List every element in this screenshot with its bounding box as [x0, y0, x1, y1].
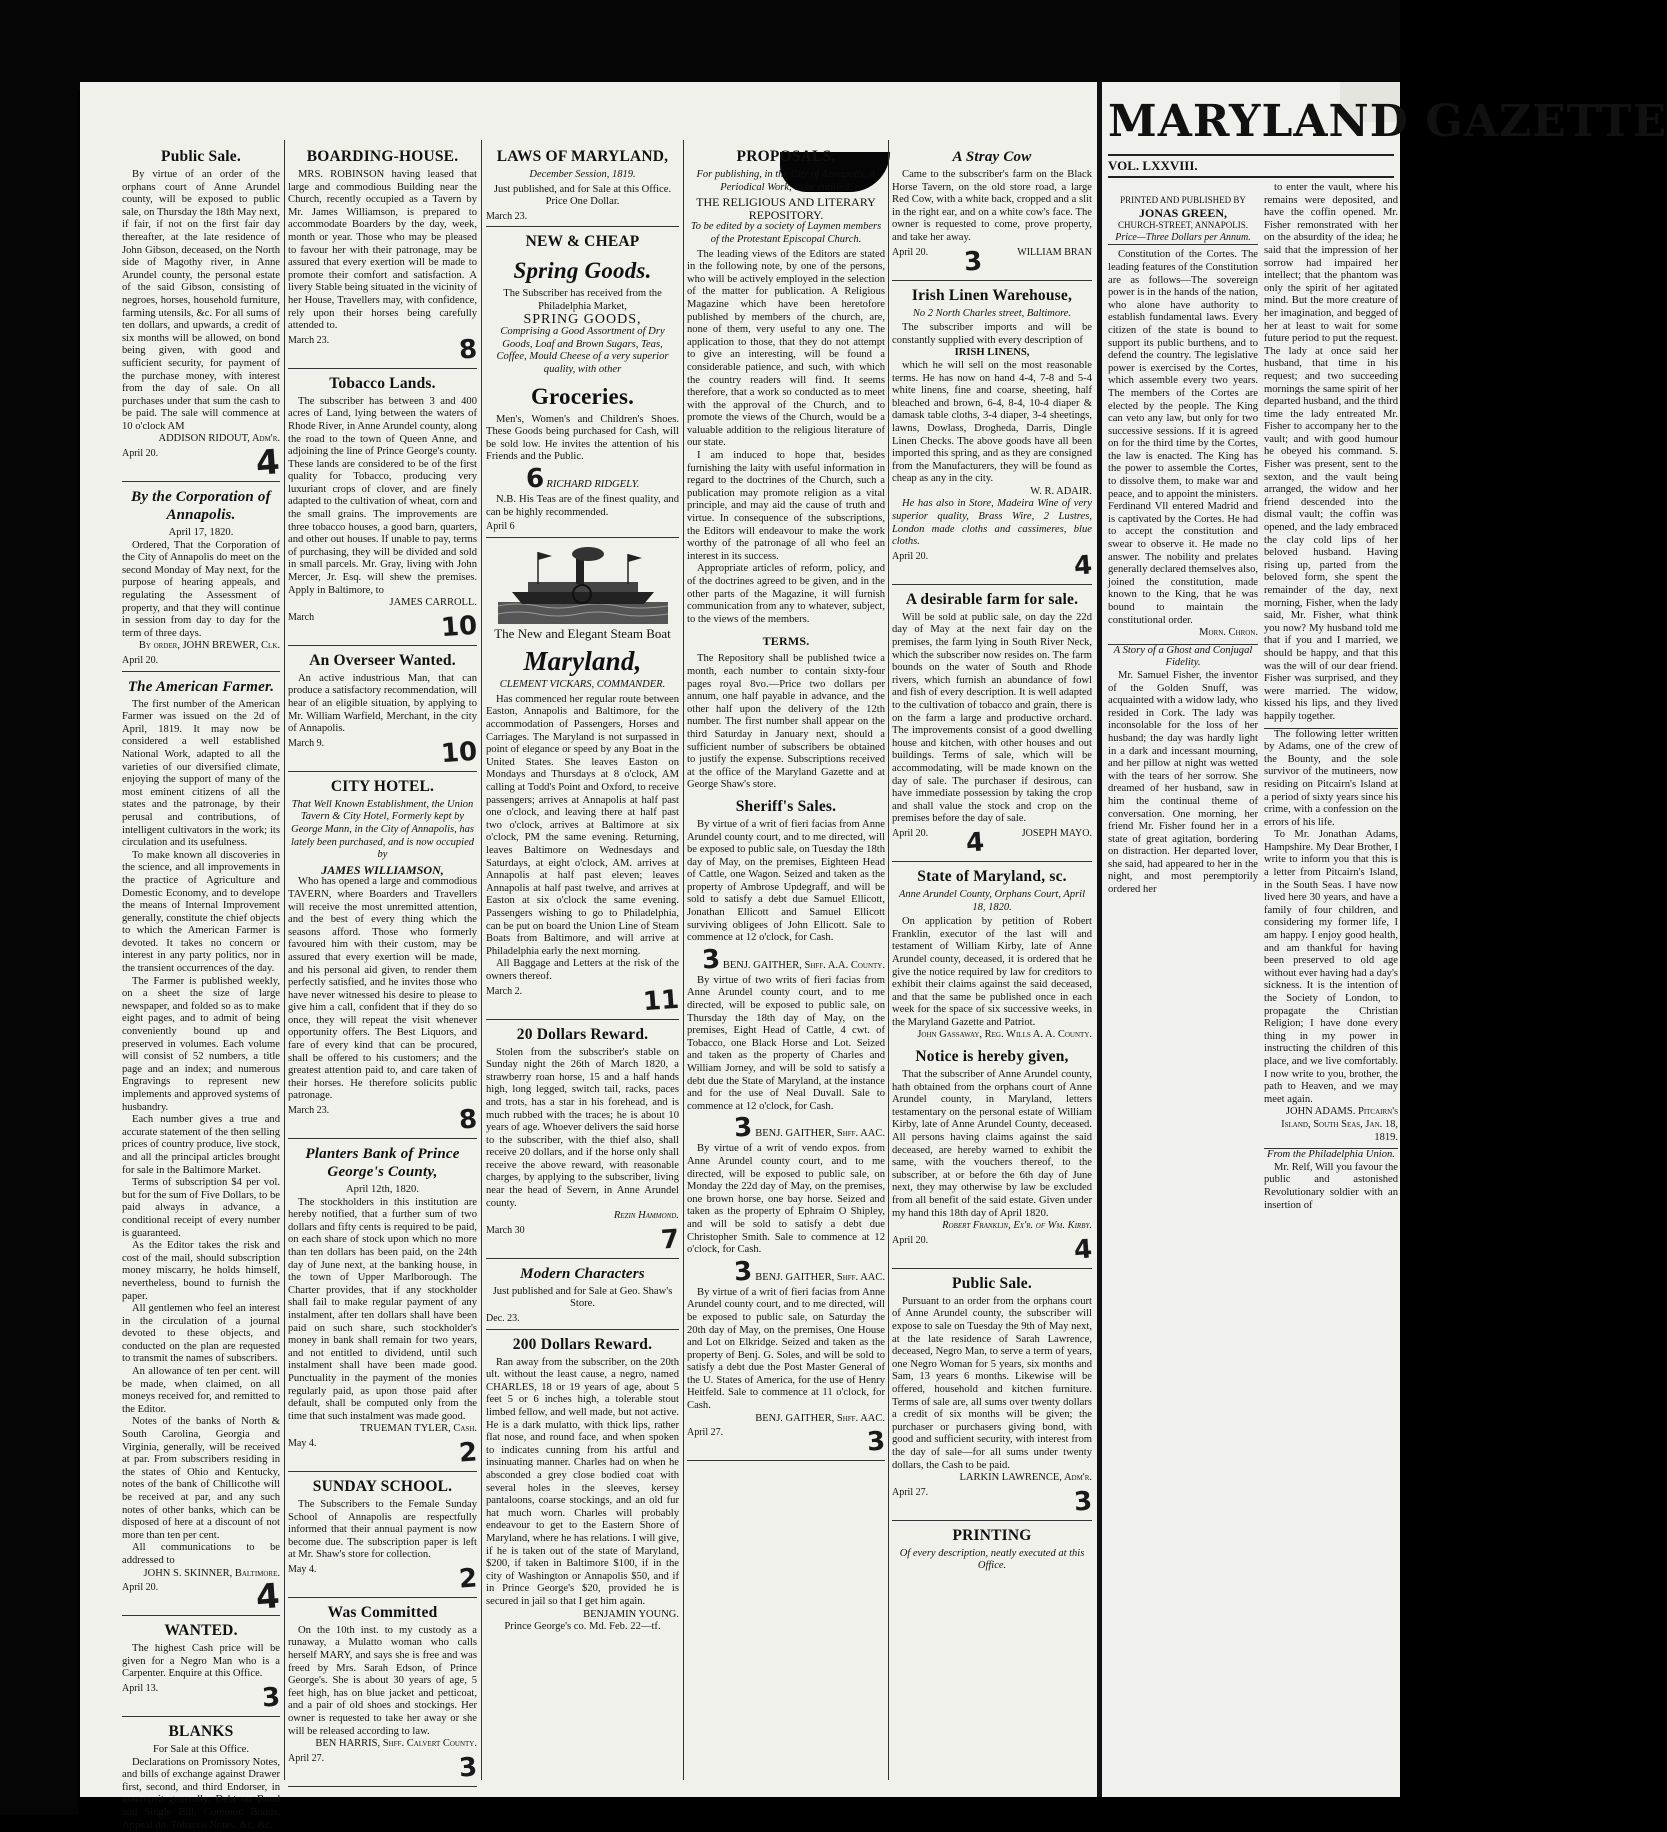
handwritten-mark: 4 — [1072, 1234, 1094, 1266]
philadelphia-union-heading: From the Philadelphia Union. — [1264, 1148, 1398, 1162]
laws-text: Just published, and for Sale at this Office. Price One Dollar. — [493, 183, 672, 208]
handwritten-mark: 3 — [733, 1112, 754, 1144]
irish-linen-text-2: which he will sell on the most reasonable terms. He has now on hand 4-4, 7-8 and 5-4 white linens, fine and coarse, sheeting, half bleached and brown, 6-4, 8-4, 10-4 diaper & damask table cloths, 3-4 diaper, 3-4 sheetings, lawns, Dowlass, Drogheda, Darris, Dingle Linen Checks. The above goods have all been imported this spring, and as they are consigned from the Manufacturers, they will be found as cheap as any in the city. — [892, 359, 1092, 485]
handwritten-mark: 8 — [457, 334, 479, 366]
printed-by-label: PRINTED AND PUBLISHED BY — [1120, 195, 1246, 205]
column-rule — [683, 140, 684, 1780]
philadelphia-union-text: Mr. Relf, Will you favour the public and astonished Revolutionary soldier with an insertion of — [1264, 1161, 1398, 1211]
spring-goods-items: Comprising a Good Assortment of Dry Goods, Loaf and Brown Sugars, Teas, Coffee, Mould Cheese of a very superior quality, with other — [496, 326, 669, 375]
proposals-text-3: Appropriate articles of reform, policy, and of the doctrines agreed to be given, and in the other parts of the Magazine, it will furnish communication from any to whatever, subject, to the views of the members. — [687, 563, 885, 625]
ghost-story-continued: to enter the vault, where his remains were deposited, and have the coffin opened. Mr. Fisher remonstrated with her on the absurdity of the idea; he said that the impression of her sorrow had impaired her intellect; that the phantom was only the spirit of her agitated mind. But the more creature of her imagination, and begged of her at least to wait for some future period to put the request. The lady at once said her husband, that time in his request; and two succeeding mornings the same spirit of her departed husband, and the third time the lady entreated Mr. Fisher to accompany her to the vault; and with good humour he obeyed his command. S. Fisher was present, sent to the sexton, and the vault being arranged, the widow and her friend descended into the dismal vault; the coffin was opened, and the lady embraced the clay cold lips of her beloved husband. Having rising up, parted from the beloved form, she spent the remainder of the day, next morning, Fisher, when the lady said, Mr. Fisher, what think you now? My husband told me that if you and I married, we should be happy, and that this was the will of our dear friend. Fisher was surprised, and they were married. The widow, kissed his lips, and they lived happily together. — [1264, 182, 1398, 722]
column-2 — [288, 142, 477, 1792]
handwritten-mark: 8 — [457, 1104, 479, 1136]
publisher-street: CHURCH-STREET, ANNAPOLIS. — [1117, 220, 1249, 231]
city-hotel-proprietor: JAMES WILLIAMSON, — [321, 862, 444, 877]
sunday-school-heading: SUNDAY SCHOOL. — [312, 1477, 453, 1495]
state-of-maryland-signature: John Gassaway, Reg. Wills A. A. County. — [917, 1029, 1092, 1041]
column-1 — [122, 142, 282, 1831]
stray-dateline: April 20. 3 WILLIAM BRAN — [892, 247, 1092, 281]
adams-letter-intro: The following letter written by Adams, one of the crew of the Bounty, and the sole survivor of the mutineers, now residing on Pitcairn's Island at a period of sixty years since his crime, with a confession on the errors of his life. — [1264, 728, 1398, 828]
stray-cow-heading: A Stray Cow — [952, 149, 1032, 165]
proposals-text-2: I am induced to hope that, besides furnishing the laity with useful information in regard to the doctrines of the Church, such a publication may promote religion as a vital principle, and may aid the cause of truth and virtue. In consequence of the subscriptions, the Editors will endeavour to make the work worthy of the patronage of all who feel an interest in its success. — [687, 450, 885, 562]
corporation-signature: By order, JOHN BREWER, Clk. — [138, 640, 280, 652]
irish-linens-label: IRISH LINENS, — [954, 347, 1030, 359]
ghost-story-heading: A Story of a Ghost and Conjugal Fidelity. — [1108, 644, 1258, 670]
tobacco-signature: JAMES CARROLL. — [389, 597, 477, 609]
committed-signature: BEN HARRIS, Shff. Calvert County. — [315, 1738, 477, 1750]
scan-background-left — [0, 0, 78, 1815]
city-hotel-heading: CITY HOTEL. — [330, 777, 435, 795]
groceries-dateline: April 6 — [486, 521, 679, 538]
state-of-maryland-sub: Anne Arundel County, Orphans Court, April 18, 1820. — [899, 888, 1085, 913]
public-sale-heading: Public Sale. — [161, 148, 241, 165]
proposals-repository-name: THE RELIGIOUS AND LITERARY REPOSITORY. — [696, 195, 876, 222]
reward-20-dateline: March 30 7 — [486, 1225, 679, 1259]
notice-signature: Robert Franklin, Ex'r. of Wm. Kirby. — [942, 1220, 1092, 1232]
city-hotel-text: Who has opened a large and commodious TAVERN, where Boarders and Travellers will receive the most unremitted attention, and the best of every thing which the seasons afford. Those who formerly favoured him with their custom, may be assured that every exertion will be made, and his personal aid given, to render them perfectly satisfied, and he invites those who have never witnessed his desire to please to give him a call, confident that if they do so once, they will repeat the visit whenever opportunity offers. The Best Liquors, and fare of every kind that can be procured, shall be offered to his customers; and the greatest attention paid to, and care taken of their horses. He therefore solicits public patronage. — [288, 876, 477, 1102]
state-of-maryland-heading: State of Maryland, sc. — [917, 867, 1067, 885]
terms-heading: TERMS. — [762, 634, 810, 649]
planters-bank-heading: Planters Bank of Prince George's County, — [305, 1146, 460, 1181]
reward-200-dateline: Prince George's co. Md. Feb. 22—tf. — [504, 1621, 661, 1633]
handwritten-mark: 2 — [457, 1563, 479, 1595]
public-sale-dateline: April 20. 4 — [122, 442, 282, 484]
farmer-text-7: All gentlemen who feel an interest in the circulation of a journal devoted to these objects, and conducted on the plan are requested to transmit the names of subscribers. — [122, 1303, 280, 1365]
city-hotel-dateline: March 23. 8 — [288, 1105, 477, 1139]
sunday-school-text: The Subscribers to the Female Sunday School of Annapolis are respectfully informed that their annual payment is now become due. The subscription paper is left at Mr. Shaw's store for collection. — [288, 1498, 477, 1561]
farmer-text-6: As the Editor takes the risk and cost of the mail, should subscription money miscarry, he holds himself, nevertheless, bound to furnish the paper. — [122, 1240, 280, 1302]
publisher-name: JONAS GREEN, — [1138, 205, 1227, 220]
sheriff-dateline: April 27. 3 — [687, 1427, 885, 1461]
reward-200-text: Ran away from the subscriber, on the 20th ult. without the least cause, a negro, named CHARLES, 18 or 19 years of age, about 5 feet 5 or 6 inches high, a tolerable stout limbed fellow, and well made, but not active. He is a dark mulatto, with thick lips, rather flat nose, and round face, and when spoken to indicates cunning from his artful and insinuating manner. Charles had on when he absconded a grey close bodied coat with several holes in the sleeves, kersey pantaloons, coarse stockings, and an old fur hat much worn. Charles will probably endeavour to get to the Eastern Shore of Maryland, where he has relations. I will give, if he is taken out of the state of Maryland, $200, if taken in Baltimore $100, if in the city of Washington or Annapolis $50, and if in Prince George's $20, provided he is secured in jail so that I get him again. — [486, 1356, 679, 1607]
notice-heading: Notice is hereby given, — [915, 1048, 1069, 1066]
planters-dateline: May 4. 2 — [288, 1438, 477, 1472]
printing-text: Of every description, neatly executed at this Office. — [899, 1547, 1085, 1572]
wanted-heading: WANTED. — [164, 1622, 238, 1640]
steamboat-commander: CLEMENT VICKARS, COMMANDER. — [499, 679, 666, 691]
handwritten-mark: 3 — [865, 1426, 887, 1458]
sheriff-sale-text-2: By virtue of two writs of fieri facias from Anne Arundel county court, and to me directed, will be exposed to public sale, on Thursday the 18th day of May, on the premises, Eight Head of Cattle, 4 cwt. of Tobacco, one Black Horse and Lot. Seized and taken as the property of Charles and William Jorney, and will be sold to satisfy a debt due the State of Maryland, at the instance and for the use of Neal Duvall. Sale to commence at 12 o'clock, for Cash. — [687, 974, 885, 1112]
spring-goods-label: SPRING GOODS, — [523, 311, 642, 327]
farmer-text-10: All communications to be addressed to — [122, 1542, 280, 1566]
farmer-signature: JOHN S. SKINNER, Baltimore. — [143, 1567, 280, 1579]
handwritten-mark: 3 — [701, 944, 722, 976]
public-sale-2-dateline: April 27. 3 — [892, 1487, 1092, 1521]
steamboat-dateline: March 2. 11 — [486, 986, 679, 1020]
overseer-heading: An Overseer Wanted. — [309, 651, 456, 669]
farmer-text-5: Terms of subscription $4 per vol. but for the sum of Five Dollars, to be paid always in advance, a conditional receipt of every number is guaranteed. — [122, 1177, 280, 1239]
irish-dateline: April 20. 4 — [892, 551, 1092, 585]
planters-bank-text: The stockholders in this institution are hereby notified, that a further sum of two dollars and fifty cents is required to be paid, on each share of stock upon which no more than ten dollars has been paid, on the 24th day of June next, at the banking house, in the town of Upper Marlborough. The Charter provides, that if any stockholder shall fail to make regular payment of any instalment, after ten dollars shall have been paid on such share, such stockholder's money in bank shall remain for two years, and not entitled to dividend, until such instalment shall have been made good. Punctuality in the payment of the monies regularly paid, as upon those paid after default, shall be computed only from the time that such instalment was made good. — [288, 1196, 477, 1422]
adams-letter-text: To Mr. Jonathan Adams, Hampshire. My Dear Brother, I write to inform you that this is a letter from Pitcairn's Island, in the South Seas. I have now lived here 30 years, and have a family of four children, and considering my former life, I am happy. I enjoy good health, and am thankful for having been preserved to old age without ever having had a day's sickness. It is the intention of the Society of London, to propagate the Christian Religion; I have done every thing in my power in instructing the children of this place, and we live comfortably. I now write to you, brother, the path to Heaven, and we may meet again. — [1264, 829, 1398, 1105]
right-column-b — [1264, 182, 1398, 1782]
proposals-subheading: For publishing, in the City of Annapolis, A Periodical Work, to be entitled, — [696, 169, 876, 193]
reward-20-heading: 20 Dollars Reward. — [516, 1025, 649, 1043]
handwritten-mark: 4 — [254, 442, 282, 484]
handwritten-mark: 4 — [254, 1576, 282, 1618]
irish-linen-also: He has also in Store, Madeira Wine of very superior quality, Brass Wire, 2 Lustres, London made cloths and cassimeres, blue cloths. — [892, 498, 1092, 548]
printing-heading: PRINTING — [952, 1526, 1032, 1544]
public-sale-2-text: Pursuant to an order from the orphans court of Anne Arundel county, the subscriber will expose to sale on Tuesday the 9th of May next, at the late residence of Sarah Lawrence, deceased, Negro Man, to serve a term of years, one Negro Woman for 5 years, six months and Sam, 13 years 6 months. Likewise will be offered, household and kitchen furniture. Terms of sale are, all sums over twenty dollars a credit of six months will be given; the purchaser or purchasers giving bond, with good and sufficient security, with interest from the day of sale—for all sums under twenty dollars, the Cash to be paid. — [892, 1295, 1092, 1471]
handwritten-mark: 3 — [962, 245, 983, 278]
farmer-text-8: An allowance of ten per cent. will be made, when claimed, on all moneys received for, and remitted to the Editor. — [122, 1366, 280, 1415]
desirable-farm-text: Will be sold at public sale, on day the 22d day of May at the next fair day on the premises, the farm lying in South River Neck, which the subscriber now resides on. The farm bounds on the water of South and Rhode rivers, which furnish an abundance of fowl and fish of every description. It is well adapted to the cultivation of tobacco and grain, there is on the farm a large and productive orchard. The improvements consist of a good dwelling house and kitchen, with other houses and out buildings. Terms of sale, which will be accommodating, will be made known on the day of sale. The purchaser if desirous, can have immediate possession by taking the crop and shall value the stock and crop on the premises before the day of sale. — [892, 611, 1092, 825]
planters-signature: TRUEMAN TYLER, Cash. — [359, 1423, 477, 1435]
laws-dateline: March 23. — [486, 211, 679, 228]
terms-text: The Repository shall be published twice a month, each number to contain sixty-four pages royal 8vo.—Price two dollars per annum, one half payable in advance, and the other half upon the delivery of the 12th number. The first number shall appear on the third Saturday in January next, should a sufficient number of subscribers be obtained to justify the expense. Subscriptions received at the office of the Maryland Gazette and at George Shaw's store. — [687, 653, 885, 791]
notice-text: That the subscriber of Anne Arundel county, hath obtained from the orphans court of Anne Arundel county, in Maryland, letters testamentary on the personal estate of William Kirby, late of Anne Arundel County, deceased. All persons having claims against the said deceased, are hereby warned to exhibit the same, with the vouchers thereof, to the subscriber, at or before the 6th day of June next, they may otherwise by law be excluded from all benefit of the said estate. Given under my hand this 18th day of April 1820. — [892, 1069, 1092, 1219]
modern-characters-text: Just published and for Sale at Geo. Shaw's Store. — [492, 1285, 673, 1310]
spring-goods-intro: The Subscriber has received from the Philadelphia Market, — [503, 288, 662, 312]
modern-dateline: Dec. 23. — [486, 1313, 679, 1330]
boarding-dateline: March 23. 8 — [288, 335, 477, 369]
newspaper-page-right — [1102, 82, 1667, 1797]
handwritten-mark: 10 — [439, 610, 479, 644]
boarding-house-text: MRS. ROBINSON having leased that large and commodious Building near the Church, recently occupied as a Tavern by Mr. James Williamson, is prepared to accommodate Boarders by the day, week, month or year. Those who may be pleased to favour her with their patronage, may be assured that every exertion will be made to promote their comfort and satisfaction. A livery Stable being situated in the vicinity of her House, Travellers may, with confidence, rely upon their horses being carefully attended to. — [288, 169, 477, 332]
wanted-dateline: April 13. 3 — [122, 1683, 280, 1717]
laws-heading: LAWS OF MARYLAND, — [496, 148, 669, 165]
corporation-dateline: April 20. — [122, 655, 280, 672]
ghost-story-text: Mr. Samuel Fisher, the inventor of the Golden Snuff, was acquainted with a widow lady, who resided in Cork. The lady was inconsolable for the loss of her husband; the day was hardly light in a dark and incessant mourning, and her pillow at night was wetted with the tears of her sorrow. She dreamed of her husband, saw in him the continual theme of conversation. One morning, her friend Mr. Fisher found her in a state of great agitation, bordering on distraction. Her departed lover, she said, had appeared to her in the night, and most peremptorily ordered her — [1108, 669, 1258, 896]
farmer-dateline: April 20. 4 — [122, 1576, 282, 1618]
column-4 — [687, 142, 885, 1792]
committed-heading: Was Committed — [327, 1603, 438, 1621]
spring-goods-heading: Spring Goods. — [513, 258, 652, 284]
right-column-a — [1108, 194, 1258, 1794]
groceries-signature-line: 6 RICHARD RIDGELY. — [524, 463, 640, 495]
handwritten-mark: 2 — [457, 1437, 479, 1469]
sunday-dateline: May 4. 2 — [288, 1564, 477, 1598]
farmer-text-9: Notes of the banks of North & South Carolina, Georgia and Virginia, generally, will be received at par. From subscribers residing in the states of Ohio and Kentucky, notes of the bank of Chillicothe will be received at par, and any such notes of other banks, which can be disposed of here at a discount of not more than ten per cent. — [122, 1416, 280, 1541]
american-farmer-heading: The American Farmer. — [127, 678, 275, 695]
committed-dateline: April 27. 3 — [288, 1753, 477, 1787]
desirable-farm-heading: A desirable farm for sale. — [905, 590, 1079, 608]
stray-cow-text: Came to the subscriber's farm on the Black Horse Tavern, on the old store road, a large Red Cow, with a white back, cropped and a slit in the right ear, and on a white cow's face. The owner is requested to come, prove property, and take her away. — [892, 169, 1092, 243]
column-rule — [888, 140, 889, 1780]
reward-200-heading: 200 Dollars Reward. — [512, 1335, 653, 1353]
handwritten-mark: 10 — [439, 736, 479, 770]
groceries-text: Men's, Women's and Children's Shoes. These Goods being purchased for Cash, will be sold low. He invites the attention of his Friends and the Public. — [486, 413, 679, 463]
sheriff-signature-1: 3 BENJ. GAITHER, Shff. A.A. County. — [701, 944, 885, 976]
irish-linen-address: No 2 North Charles street, Baltimore. — [912, 307, 1072, 319]
sheriff-signature-3: 3 BENJ. GAITHER, Shff. AAC. — [733, 1256, 885, 1288]
corporation-text: Ordered, That the Corporation of the City of Annapolis do meet on the second Monday of May next, for the purpose of hearing appeals, and regulating the Assessment of property, and that they will continue in session from day to day for the term of three days. — [122, 539, 280, 639]
handwritten-mark: 3 — [457, 1752, 479, 1784]
volume-line: VOL. LXXVIII. — [1108, 154, 1394, 178]
cortes-signature: Morn. Chron. — [1199, 627, 1258, 639]
column-rule — [284, 140, 285, 1780]
corporation-heading: By the Corporation of Annapolis. — [131, 489, 271, 524]
column-rule — [481, 140, 482, 1780]
public-sale-2-signature: LARKIN LAWRENCE, Adm'r. — [959, 1472, 1092, 1484]
proposals-editors: To be edited by a society of Laymen members of the Protestant Episcopal Church. — [690, 221, 882, 245]
modern-characters-heading: Modern Characters — [520, 1265, 645, 1282]
boarding-house-heading: BOARDING-HOUSE. — [306, 148, 459, 165]
irish-linen-signature: W. R. ADAIR. — [1030, 485, 1092, 497]
steamboat-heading-2: Maryland, — [523, 646, 642, 677]
farmer-text-1: The first number of the American Farmer was issued on the 2d of April, 1819. It may now be considered a well established National Work, adapted to all the varieties of our diversified climate, enjoying the support of many of the most eminent citizens of all the states and the patronage, by their perusal and contributions, of intelligent cultivators in the work; its circulation and its usefulness. — [122, 698, 280, 849]
steamboat-heading-1: The New and Elegant Steam Boat — [494, 625, 671, 641]
handwritten-mark: 11 — [641, 984, 681, 1017]
proposals-text-1: The leading views of the Editors are stated in the following note, by one of the persons, who will be actively employed in the selection of the matter for publication. A Religious Magazine which have been heretofore published by members of the church, are, none of them, very useful to any one. The application to those, that they do not attempt to give an interesting, will be found a considerable patience, and such, with which the country readers will find. It seems therefore, that a work so conducted as to meet with the approval of the Church, and to promote the views of the Church, would be a valuable addition to the religious literature of our state. — [687, 248, 885, 449]
handwritten-mark: 3 — [1072, 1486, 1094, 1518]
adams-letter-signature: JOHN ADAMS. Pitcairn's Island, South Seas, Jan. 18, 1819. — [1281, 1106, 1398, 1143]
sheriff-sale-text-3: By virtue of a writ of vendo expos. from Anne Arundel county court, and to me directed, will be exposed to public sale, on Monday the 22d day of May, on the premises, one brown horse, one bay horse. Seized and taken as the property of Ephraim O Shipley, and will be sold to satisfy a debt due Christopher Smith. Sale to commence at 12 o'clock, for Cash. — [687, 1143, 885, 1256]
handwritten-mark: 4 — [964, 827, 986, 859]
overseer-dateline: March 9. 10 — [288, 738, 477, 772]
laws-subheading: December Session, 1819. — [529, 169, 636, 180]
sheriff-sales-heading: Sheriff's Sales. — [735, 797, 837, 815]
scan-background-top — [0, 0, 1400, 90]
tobacco-lands-heading: Tobacco Lands. — [329, 374, 436, 392]
farmer-text-3: The Farmer is published weekly, on a sheet the size of large newspaper, and folded so as to make eight pages, and to admit of being conveniently bound up and preserved in volumes. Each volume will consist of 52 numbers, a title page and an index; and numerous Engravings to represent new implements and approved systems of husbandry. — [122, 975, 280, 1113]
city-hotel-subheading: That Well Known Establishment, the Union Tavern & City Hotel, Formerly kept by George Mann, in the City of Annapolis, has lately been purchased, and is now occupied by — [290, 798, 475, 861]
steamboat-text: Has commenced her regular route between Easton, Annapolis and Baltimore, for the accommodation of Passengers, Horses and Carriages. The Maryland is not surpassed in point of elegance or speed by any Boat in the United States. She leaves Easton on Mondays and Thursdays at 8 o'clock, AM calling at Todd's Point and Oxford, to receive passengers; arrives at Annapolis at half past one o'clock, and leaving there at half past two o'clock, arrives at Baltimore at six o'clock, PM the same evening. Returning, leaves Baltimore on Wednesdays and Saturdays, at eight o'clock, AM. arrives at Annapolis at half past eleven; leaves Annapolis at half past twelve, and arrives at Easton at six o'clock the same evening. Passengers wishing to go to Philadelphia, can be put on board the Union Line of Steam Boats from Baltimore, and will arrive at Philadelphia early the next morning. — [486, 693, 679, 957]
handwritten-mark: 6 — [524, 463, 545, 495]
column-5 — [892, 142, 1092, 1792]
proposals-heading: PROPOSALS, — [736, 148, 836, 165]
sheriff-sale-text-1: By virtue of a writ of fieri facias from Anne Arundel county court, and to me directed, will be exposed to public sale, on Tuesday the 18th day of May, on the premises, Eighteen Head of Cattle, one Wagon. Seized and taken as the property of Ambrose Updegraff, and will be sold to satisfy a debt due Samuel Ellicott, Jonathan Ellicott and Samuel Ellicott surviving obligees of John Ellicott. Sale to commence at 12 o'clock, for Cash. — [687, 818, 885, 944]
wanted-text: The highest Cash price will be given for a Negro Man who is a Carpenter. Enquire at this Office. — [122, 1643, 280, 1680]
corporation-date: April 17, 1820. — [168, 527, 234, 539]
irish-linen-text: The subscriber imports and will be constantly supplied with every description of — [892, 322, 1092, 346]
handwritten-mark: 3 — [260, 1682, 282, 1714]
farmer-text-2: To make known all discoveries in the science, and all improvements in the practice of Agriculture and Domestic Economy, and to develope the means of Internal Improvement generally, constitute the chief objects to which the American Farmer is devoted. It takes no concern or interest in any party politics, nor in the transient occurrences of the day. — [122, 849, 280, 975]
handwritten-mark: 4 — [1072, 550, 1094, 582]
sheriff-sale-text-4: By virtue of a writ of fieri facias from Anne Arundel county court, and to me directed, will be exposed to public sale, on Saturday the 20th day of May, on the premises, One House and Lot on Elkridge. Seized and taken as the property of Benj. G. Soles, and will be sold to satisfy a debt due the Post Master General of the U. States of America, for the use of Henry Heitfeld. Sale to commence at 11 o'clock, for Cash. — [687, 1286, 885, 1412]
overseer-text: An active industrious Man, that can produce a satisfactory recommendation, will hear of an eligible situation, by applying to Mr. William Warfield, Merchant, in the city of Annapolis. — [288, 672, 477, 735]
tobacco-lands-text: The subscriber has between 3 and 400 acres of Land, lying between the waters of Rhode River, in Anne Arundel county, along the road to the town of Queen Anne, and adjoining the line of Prince George's county. These lands are considered to be of the first quality for Tobacco, producing very luxuriant crops of clover, and are finely adapted to the cultivation of wheat, corn and the small grains. The improvements are three tobacco houses, a good barn, quarters, and other out houses. If unable to pay, terms of purchasing, they will be divided and sold in small parcels. Mr. Gray, living with John Mercer, Jr. Esq. will shew the premises. Apply in Baltimore, to — [288, 395, 477, 596]
groceries-heading: Groceries. — [530, 383, 635, 409]
reward-200-signature: BENJAMIN YOUNG. — [583, 1608, 679, 1620]
steamboat-woodcut-icon — [498, 544, 668, 624]
newspaper-page-left — [80, 82, 1097, 1831]
farmer-text-4: Each number gives a true and accurate statement of the then selling prices of country produce, live stock, and all the principal articles brought for sale in the Baltimore Market. — [122, 1114, 280, 1176]
cortes-text: Constitution of the Cortes. The leading features of the Constitution are as follows—The sovereign power is in the hands of the nation, who alone have authority to establish fundamental laws. Every citizen of the state is bound to support its public burthens, and to defend the country. The legislative power is exercised by the Cortes, which assemble every two years. The members of the Cortes are elected by the people. The King can veto any law, but only for two successive sessions. If it is agreed on for the third time by the Cortes, the law is enacted. The King has the power to assemble the Cortes, to dissolve them, to make war and peace, and to appoint the ministers. Ferdinand Vll entered Madrid and is captivated by the Cortes. He had to accept the constitution and swear to observe it. He made no answer. The nobility and prelates generally declared themselves also, joined the constitution, made known to the King, that he was bound to maintain the constitutional order. — [1108, 249, 1259, 626]
reward-20-signature: Rezin Hammond. — [613, 1210, 679, 1222]
farm-dateline: April 20. 4 JOSEPH MAYO. — [892, 828, 1092, 862]
public-sale-2-heading: Public Sale. — [952, 1274, 1032, 1292]
sheriff-signature-2: 3 BENJ. GAITHER, Shff. AAC. — [733, 1112, 885, 1144]
public-sale-signature: ADDISON RIDOUT, Adm'r. — [158, 433, 280, 445]
new-cheap-heading: NEW & CHEAP — [525, 233, 640, 251]
planters-bank-date: April 12th, 1820. — [346, 1184, 419, 1196]
notice-dateline: April 20. 4 — [892, 1235, 1092, 1269]
tobacco-dateline: March 10 — [288, 612, 477, 646]
steamboat-note: All Baggage and Letters at the risk of the owners thereof. — [486, 958, 679, 982]
handwritten-mark: 7 — [659, 1224, 681, 1256]
blanks-subheading: For Sale at this Office. — [152, 1743, 249, 1755]
committed-text: On the 10th inst. to my custody as a runaway, a Mulatto woman who calls herself MARY, and says she is free and was freed by Mrs. Sarah Edson, of Prince George's. She is about 30 years of age, 5 feet high, has on blue jacket and petticoat, and a pair of old shoes and stockings. Her owner is requested to take her away or she will be released according to law. — [288, 1624, 477, 1737]
state-of-maryland-text: On application by petition of Robert Franklin, executor of the last will and testament of William Kirby, late of Anne Arundel county, deceased, it is ordered that he give the notice required by law for creditors to exhibit their claims against the said deceased, and that the same be published once in each week for the space of six successive weeks, in the Maryland Gazette and Patriot. — [892, 916, 1092, 1028]
public-sale-text: By virtue of an order of the orphans court of Anne Arundel county, will be exposed to public sale, on Thursday the 18th May next, if fair, if not on the first fair day thereafter, at the late residence of John Gibson, deceased, on the North side of Magothy river, in Anne Arundel county, the personal estate of the said Gibson, consisting of negroes, horses, household furniture, farming utensils, &c. For all sums of ten dollars, and upwards, a credit of six months will be allowed, on bond being given, with good and sufficient security, for payment of the purchase money, with interest from the day of sale. On all purchases under that sum the cash to be paid. The sale will commence at 10 o'clock AM — [122, 169, 280, 432]
column-3 — [486, 142, 679, 1792]
sheriff-signature-4: BENJ. GAITHER, Shff. AAC. — [755, 1412, 885, 1424]
blanks-text: Declarations on Promissory Notes, and bills of exchange against Drawer first, second, and third Endorser, in assumpsit generally. Debt on Bond and Single Bill, Common Bonds, Appeal do. Tobacco Notes, &c. &c. — [122, 1756, 280, 1831]
groceries-nb: N.B. His Teas are of the finest quality, and can be highly recommended. — [486, 493, 679, 518]
masthead: MARYLAND GAZETTE — [1108, 96, 1667, 147]
blanks-heading: BLANKS — [168, 1722, 234, 1740]
subscription-price: Price—Three Dollars per Annum. — [1108, 232, 1258, 246]
handwritten-mark: 3 — [733, 1256, 754, 1288]
reward-20-text: Stolen from the subscriber's stable on Sunday night the 26th of March 1820, a strawberry roan horse, 15 and a half hands high, long legged, switch tail, racks, paces and trots, has a star in his forehead, and is much rubbed with the traces; he is about 10 years of age. Whoever delivers the said horse to the subscriber, with the thief also, shall receive 20 dollars, and if the horse only shall receive the above reward, with reasonable charges, by applying to the subscriber, living near the head of Severn, in Anne Arundel county. — [486, 1046, 679, 1209]
irish-linen-heading: Irish Linen Warehouse, — [911, 286, 1073, 304]
